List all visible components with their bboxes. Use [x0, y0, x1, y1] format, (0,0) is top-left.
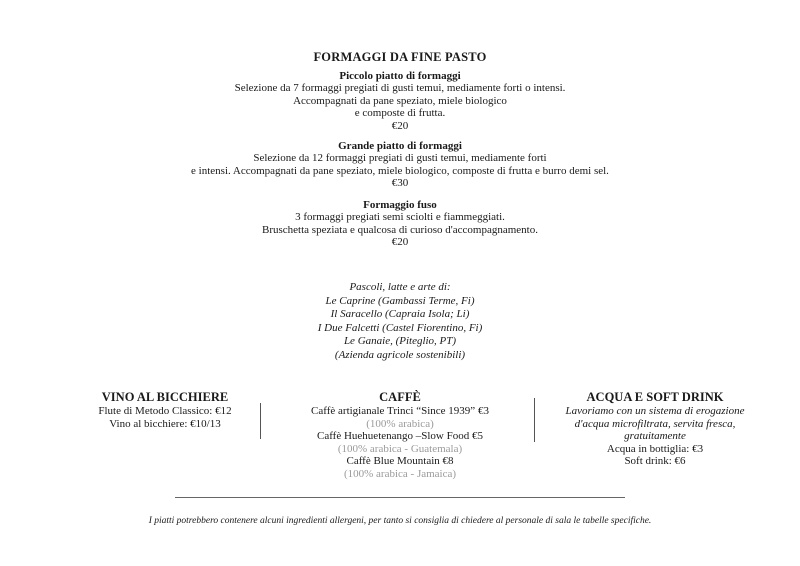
- item-description-line: Selezione da 12 formaggi pregiati di gusti temui, mediamente forti: [253, 152, 547, 164]
- coffee-note: (100% arabica): [366, 417, 434, 430]
- coffee-note: (100% arabica - Jamaica): [343, 467, 457, 480]
- column-divider: [534, 398, 535, 442]
- water-price-line: Soft drink: €6: [624, 455, 686, 467]
- water-description-line: gratuitamente: [624, 430, 686, 442]
- wine-section: [90, 390, 240, 430]
- menu-title: FORMAGGI DA FINE PASTO: [313, 50, 487, 64]
- water-heading: ACQUA E SOFT DRINK: [586, 390, 724, 404]
- wine-heading: VINO AL BICCHIERE: [101, 390, 229, 404]
- water-description-line: d'acqua microfiltrata, servita fresca,: [574, 417, 736, 430]
- item-name: Grande piatto di formaggi: [338, 140, 462, 152]
- wine-line: Flute di Metodo Classico: €12: [98, 405, 232, 417]
- item-description-line: e composte di frutta.: [354, 107, 446, 119]
- producers-block: [0, 281, 800, 362]
- item-name: Formaggio fuso: [363, 199, 437, 211]
- menu-item-grande-piatto: [0, 140, 800, 190]
- allergen-note: I piatti potrebbero contenere alcuni ingredienti allergeni, per tanto si consiglia di chiedere al personale di sala le tabelle specifiche.: [148, 516, 652, 526]
- column-divider: [260, 403, 261, 439]
- coffee-name: Caffè Huehuetenango –Slow Food €5: [317, 430, 483, 442]
- item-price: €20: [391, 119, 409, 132]
- item-price: €20: [391, 236, 409, 248]
- item-name: Piccolo piatto di formaggi: [339, 70, 461, 82]
- producers-line: I Due Falcetti (Castel Fiorentino, Fi): [317, 321, 483, 334]
- item-description-line: Selezione da 7 formaggi pregiati di gusti temui, mediamente forti o intensi.: [234, 82, 566, 94]
- item-description-line: e intensi. Accompagnati da pane speziato, miele biologico, composte di frutta e burro demi sel.: [191, 164, 609, 177]
- coffee-name: Caffè Blue Mountain €8: [346, 455, 454, 467]
- menu-item-piccolo-piatto: [0, 70, 800, 132]
- producers-line: Le Ganaie, (Piteglio, PT): [343, 335, 457, 347]
- menu-item-formaggio-fuso: [0, 199, 800, 249]
- producers-line: Pascoli, latte e arte di:: [349, 281, 451, 293]
- coffee-name: Caffè artigianale Trinci “Since 1939” €3: [311, 405, 489, 417]
- water-section: [555, 390, 755, 468]
- producers-line: Le Caprine (Gambassi Terme, Fi): [325, 294, 475, 307]
- footer-divider: [175, 497, 625, 498]
- item-price: €30: [391, 177, 409, 189]
- coffee-note: (100% arabica - Guatemala): [337, 442, 463, 455]
- water-price-line: Acqua in bottiglia: €3: [606, 442, 704, 455]
- water-description-line: Lavoriamo con un sistema di erogazione: [565, 405, 745, 417]
- coffee-section: [285, 390, 515, 480]
- producers-line: (Azienda agricole sostenibili): [334, 348, 466, 361]
- item-description-line: 3 formaggi pregiati semi sciolti e fiammeggiati.: [295, 211, 505, 223]
- coffee-heading: CAFFÈ: [379, 390, 421, 404]
- producers-line: Il Saracello (Capraia Isola; Li): [330, 308, 470, 320]
- item-description-line: Accompagnati da pane speziato, miele biologico: [293, 94, 507, 107]
- wine-line: Vino al bicchiere: €10/13: [109, 417, 221, 430]
- item-description-line: Bruschetta speziata e qualcosa di curioso d'accompagnamento.: [262, 223, 538, 236]
